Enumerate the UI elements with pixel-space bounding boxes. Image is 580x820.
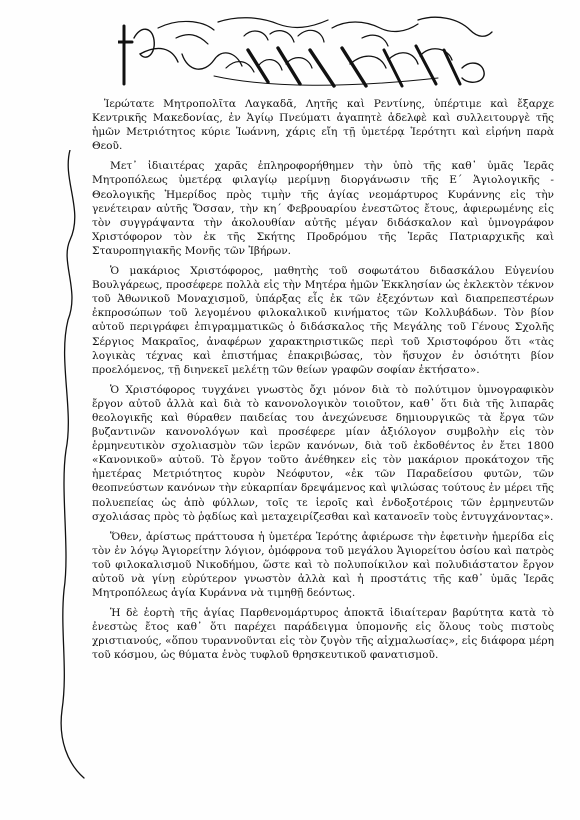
letter-body — [92, 97, 554, 669]
patriarchal-signature — [118, 8, 498, 90]
body-paragraph-3: Ὁ Χριστόφορος τυγχάνει γνωστὸς ὄχι μόνον διὰ τὸ πολύτιμον ὑμνογραφικὸν ἔργον αὐτοῦ ἀλλὰ καὶ διὰ τὸ κανονολογικὸν τοιοῦτον, καθ᾽ ὅτι διὰ τῆς λιπαρᾶς θεολογικῆς καὶ θύραθεν παιδείας του ἀνεχώνευσε δημιουργικῶς τὰ ἔργα τῶν βυζαντινῶν κανονολόγων καὶ προσέφερε μίαν ἀξιόλογον συμβολὴν εἰς τὸν ἑρμηνευτικὸν σχολιασμὸν τῶν ἱερῶν κανόνων, διὰ τοῦ ἐκδοθέντος ἐν ἔτει 1800 «Κανονικοῦ» αὐτοῦ. Τὸ ἔργον τοῦτο ἀνέθηκεν εἰς τὸν μακάριον προκάτοχον τῆς ἡμετέρας Μετριότητος κυρὸν Νεόφυτον, «ἐκ τῶν Παραδείσου φυτῶν, τῶν θεοπνεύστων κανόνων τὴν εὐκαρπίαν δρεψάμενος καὶ ψιλώσας τούτους ἐν μέρει τῆς πολυεπείας ὡς ἀπὸ φύλλων, τοῖς τε ἱεροῖς καὶ ἐνδοξοτέροις τῶν ἑρμηνευτῶν σχολιάσας πρὸς τὸ ῥᾳδίως καὶ μεταχειρίζεσθαι καὶ κατανοεῖν τοὺς ἐντυγχάνοντας». — [92, 383, 554, 523]
body-paragraph-2: Ὁ μακάριος Χριστόφορος, μαθητὴς τοῦ σοφωτάτου διδασκάλου Εὐγενίου Βουλγάρεως, προσέφερε πολλὰ εἰς τὴν Μητέρα ἡμῶν Ἐκκλησίαν ὡς ἐκλεκτὸν τέκνον τοῦ Ἀθωνικοῦ Μοναχισμοῦ, ὑπάρξας εἷς ἐκ τῶν ἐξεχόντων καὶ διαπρεπεστέρων ἐκπροσώπων τοῦ λεγομένου φιλοκαλικοῦ κινήματος τῶν Κολλυβάδων. Τὸν βίον αὐτοῦ περιγράφει ἐπιγραμματικῶς ὁ διδάσκαλος τῆς Μεγάλης τοῦ Γένους Σχολῆς Σέργιος Μακραῖος, ἀναφέρων χαρακτηριστικῶς περὶ τοῦ Χριστοφόρου ὅτι «τὰς λογικὰς τέχνας καὶ ἐπιστήμας ἐπακριβώσας, τὸν ἥσυχον ἐν ὁσιότητι βίον προελόμενος, τῇ διηνεκεῖ μελέτῃ τῶν θείων γραφῶν σοφίαν ἐκτήσατο». — [92, 265, 554, 376]
body-paragraph-1: Μετ᾽ ἰδιαιτέρας χαρᾶς ἐπληροφορήθημεν τὴν ὑπὸ τῆς καθ᾽ ὑμᾶς Ἱερᾶς Μητροπόλεως ὑμετέρᾳ φιλαγίῳ μερίμνῃ διοργάνωσιν τῆς Ε´ Ἁγιολογικῆς - Θεολογικῆς Ἡμερίδος πρὸς τιμὴν τῆς ἁγίας νεομάρτυρος Κυράννης εἰς τὴν γενέτειραν αὐτῆς Ὄσσαν, τὴν κη´ Φεβρουαρίου ἐνεστῶτος ἔτους, ἀφιερωμένης εἰς τὸν συγγράψαντα τὴν ἀκολουθίαν αὐτῆς μέγαν διδάσκαλον καὶ ὑμνογράφον Χριστόφορον τὸν ἐκ τῆς Σκήτης Προδρόμου τῆς Ἱερᾶς Πατριαρχικῆς καὶ Σταυροπηγιακῆς Μονῆς τῶν Ἰβήρων. — [92, 160, 554, 257]
margin-signature-stroke — [40, 150, 90, 790]
salutation-paragraph: Ἱερώτατε Μητροπολῖτα Λαγκαδᾶ, Λητῆς καὶ Ρεντίνης, ὑπέρτιμε καὶ ἔξαρχε Κεντρικῆς Μακεδονίας, ἐν Ἁγίῳ Πνεύματι ἀγαπητὲ ἀδελφὲ καὶ συλλειτουργὲ τῆς ἡμῶν Μετριότητος κύριε Ἰωάννη, χάρις εἴη τῇ ὑμετέρᾳ Ἱερότητι καὶ εἰρήνη παρὰ Θεοῦ. — [92, 98, 554, 153]
body-paragraph-4: Ὅθεν, ἀρίστως πράττουσα ἡ ὑμετέρα Ἱερότης ἀφιέρωσε τὴν ἐφετινὴν ἡμερίδα εἰς τὸν ἐν λόγῳ Ἁγιορείτην λόγιον, ὁμόφρονα τοῦ μεγάλου Ἁγιορείτου ὁσίου καὶ πατρὸς τοῦ φιλοκαλισμοῦ Νικοδήμου, ὥστε καὶ τὸ πολυποίκιλον καὶ πολυδιάστατον ἔργον αὐτοῦ νὰ γίνῃ εὐρύτερον γνωστὸν ἀλλὰ καὶ ἡ προστάτις τῆς καθ᾽ ὑμᾶς Ἱερᾶς Μητροπόλεως ἁγία Κυράννα νὰ τιμηθῇ δεόντως. — [92, 530, 554, 600]
body-paragraph-5: Ἡ δὲ ἑορτὴ τῆς ἁγίας Παρθενομάρτυρος ἀποκτᾶ ἰδιαίτεραν βαρύτητα κατὰ τὸ ἐνεστὼς ἔτος καθ᾽ ὅτι παρέχει παράδειγμα ὑπομονῆς εἰς ὅλους τοὺς πιστοὺς χριστιανούς, «ὅπου τυραννοῦνται εἰς τὸν ζυγὸν τῆς αἰχμαλωσίας», εἰς διάφορα μέρη τοῦ κόσμου, ὡς θύματα ἑνὸς τυφλοῦ θρησκευτικοῦ φανατισμοῦ. — [92, 607, 554, 662]
